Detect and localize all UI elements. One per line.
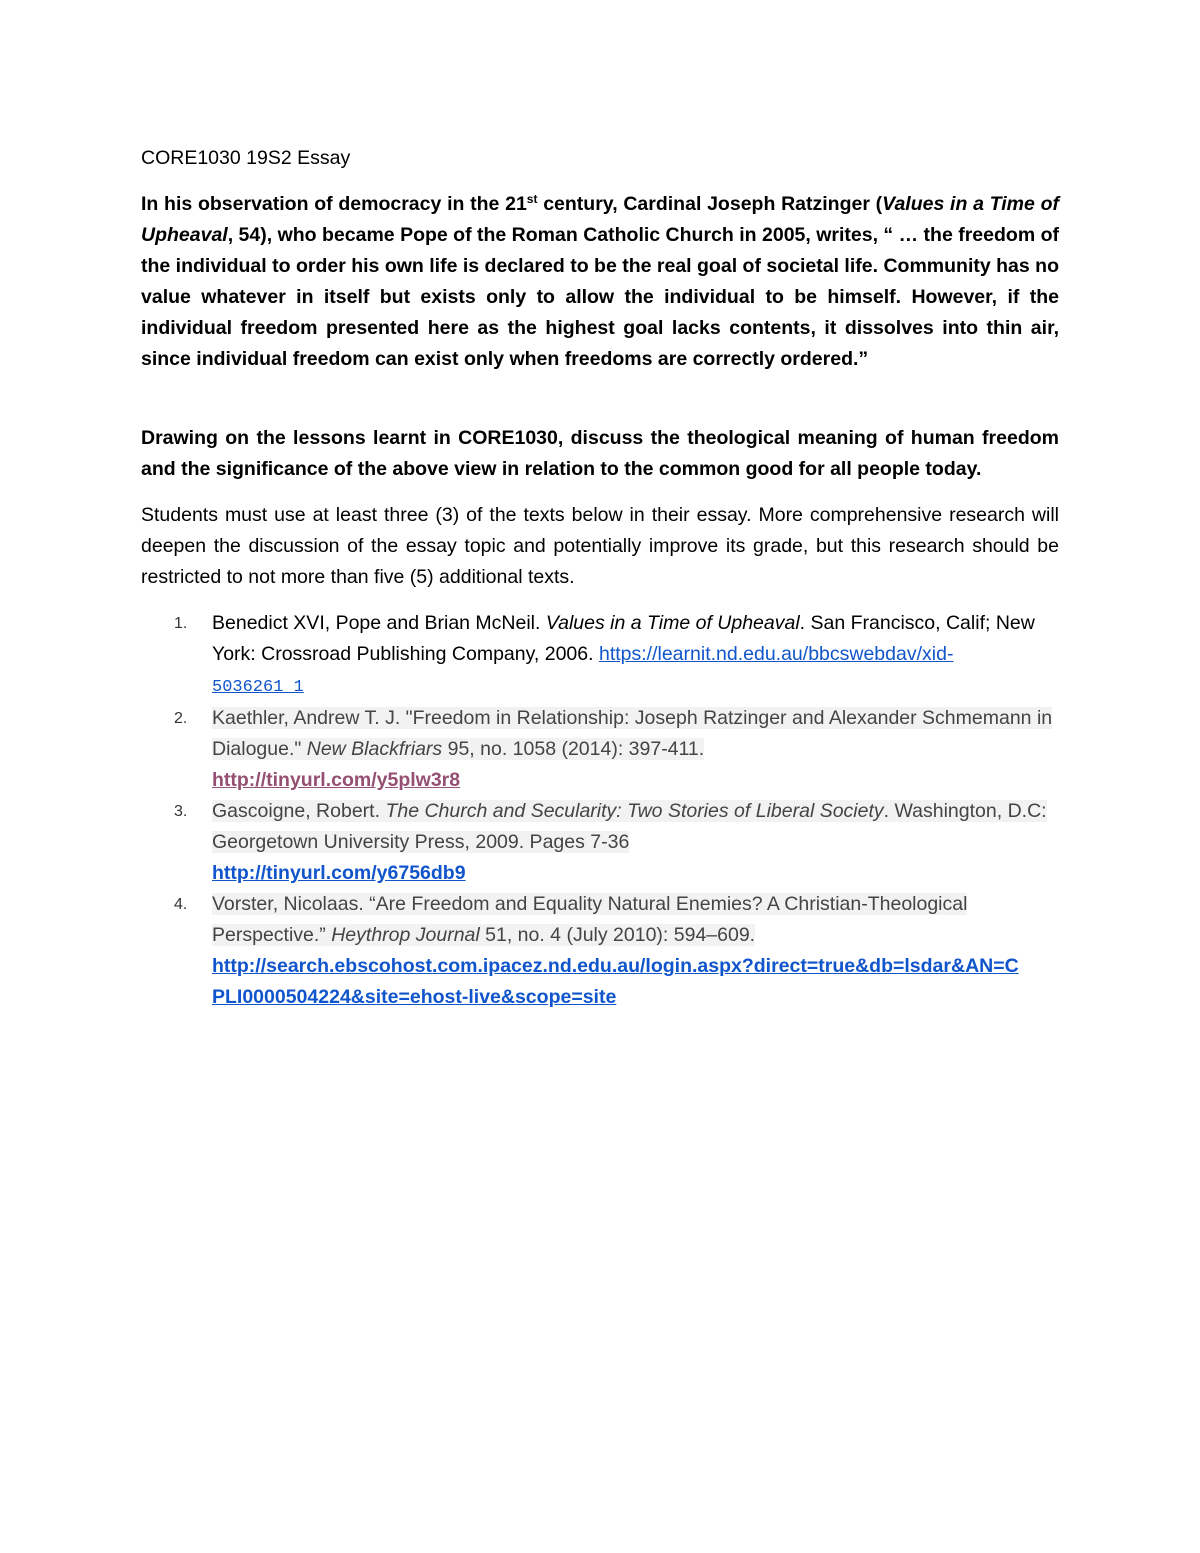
reference-text xyxy=(212,796,1059,889)
reference-publication: 95, no. 1058 (2014): 397-411. xyxy=(442,738,705,760)
reference-link-continued[interactable]: 5036261_1 xyxy=(212,678,304,697)
reference-number: 3. xyxy=(174,803,188,820)
reference-title: The Church and Secularity: Two Stories of Liberal Society xyxy=(385,800,884,822)
reference-authors: Kaethler, Andrew T. J. "Freedom in Relationship: Joseph Ratzinger and Alexander Schmemann in Dialogue." xyxy=(212,707,1053,760)
reference-title: Heythrop Journal xyxy=(331,924,480,946)
prompt-text-1: In his observation of democracy in the 21 xyxy=(141,193,527,215)
reference-text xyxy=(212,703,1059,796)
prompt-text-2: century, Cardinal Joseph Ratzinger ( xyxy=(537,193,883,215)
reference-link-continued[interactable]: PLI0000504224&site=ehost-live&scope=site xyxy=(212,986,617,1008)
prompt-book-title: Values in a Time of Upheaval xyxy=(141,193,1059,246)
reference-link[interactable]: http://search.ebscohost.com.ipacez.nd.edu.au/login.aspx?direct=true&db=lsdar&AN=C xyxy=(212,955,1019,977)
reference-text xyxy=(212,889,1059,1013)
prompt-superscript: st xyxy=(526,192,538,206)
reference-publication: . Washington, D.C: Georgetown University Press, 2009. Pages 7-36 xyxy=(212,800,1047,853)
reference-link[interactable]: http://tinyurl.com/y6756db9 xyxy=(212,862,466,884)
prompt-text-3: , 54), who became Pope of the Roman Catholic Church in 2005, writes, “ … the freedom of the individual to order his own life is declared to be the real goal of societal life. Community has no value whatever in itself but exists only to allow the individual to be himself. However, if the individual freedom presented here as the highest goal lacks contents, it dissolves into thin air, since individual freedom can exist only when freedoms are correctly ordered.” xyxy=(141,224,1059,370)
reference-list xyxy=(141,608,1059,1013)
requirement-paragraph: Students must use at least three (3) of the texts below in their essay. More comprehensive research will deepen the discussion of the essay topic and potentially improve its grade, but this research should be restricted to not more than five (5) additional texts. xyxy=(141,504,1059,588)
reference-number: 4. xyxy=(174,896,188,913)
reference-title: New Blackfriars xyxy=(306,738,443,760)
reference-authors: Benedict XVI, Pope and Brian McNeil. xyxy=(212,612,546,634)
reference-authors: Vorster, Nicolaas. “Are Freedom and Equality Natural Enemies? A Christian-Theological Perspective.” xyxy=(212,893,968,946)
reference-title: Values in a Time of Upheaval xyxy=(545,612,800,634)
reference-item xyxy=(141,796,1059,889)
reference-item xyxy=(141,608,1059,703)
reference-item xyxy=(141,889,1059,1013)
essay-page xyxy=(141,0,1059,1553)
reference-link[interactable]: http://tinyurl.com/y5plw3r8 xyxy=(212,769,461,791)
task-paragraph: Drawing on the lessons learnt in CORE1030, discuss the theological meaning of human freedom and the significance of the above view in relation to the common good for all people today. xyxy=(141,427,1059,480)
reference-item xyxy=(141,703,1059,796)
reference-publication: 51, no. 4 (July 2010): 594–609. xyxy=(479,924,756,946)
reference-number: 2. xyxy=(174,710,188,727)
reference-number: 1. xyxy=(174,615,188,632)
document-title: CORE1030 19S2 Essay xyxy=(141,147,351,169)
reference-link[interactable]: https://learnit.nd.edu.au/bbcswebdav/xid- xyxy=(598,643,954,665)
reference-text xyxy=(212,608,1059,703)
reference-publication: . San Francisco, Calif; New York: Crossroad Publishing Company, 2006. xyxy=(212,612,1035,665)
reference-authors: Gascoigne, Robert. xyxy=(212,800,386,822)
prompt-paragraph xyxy=(141,189,1059,375)
